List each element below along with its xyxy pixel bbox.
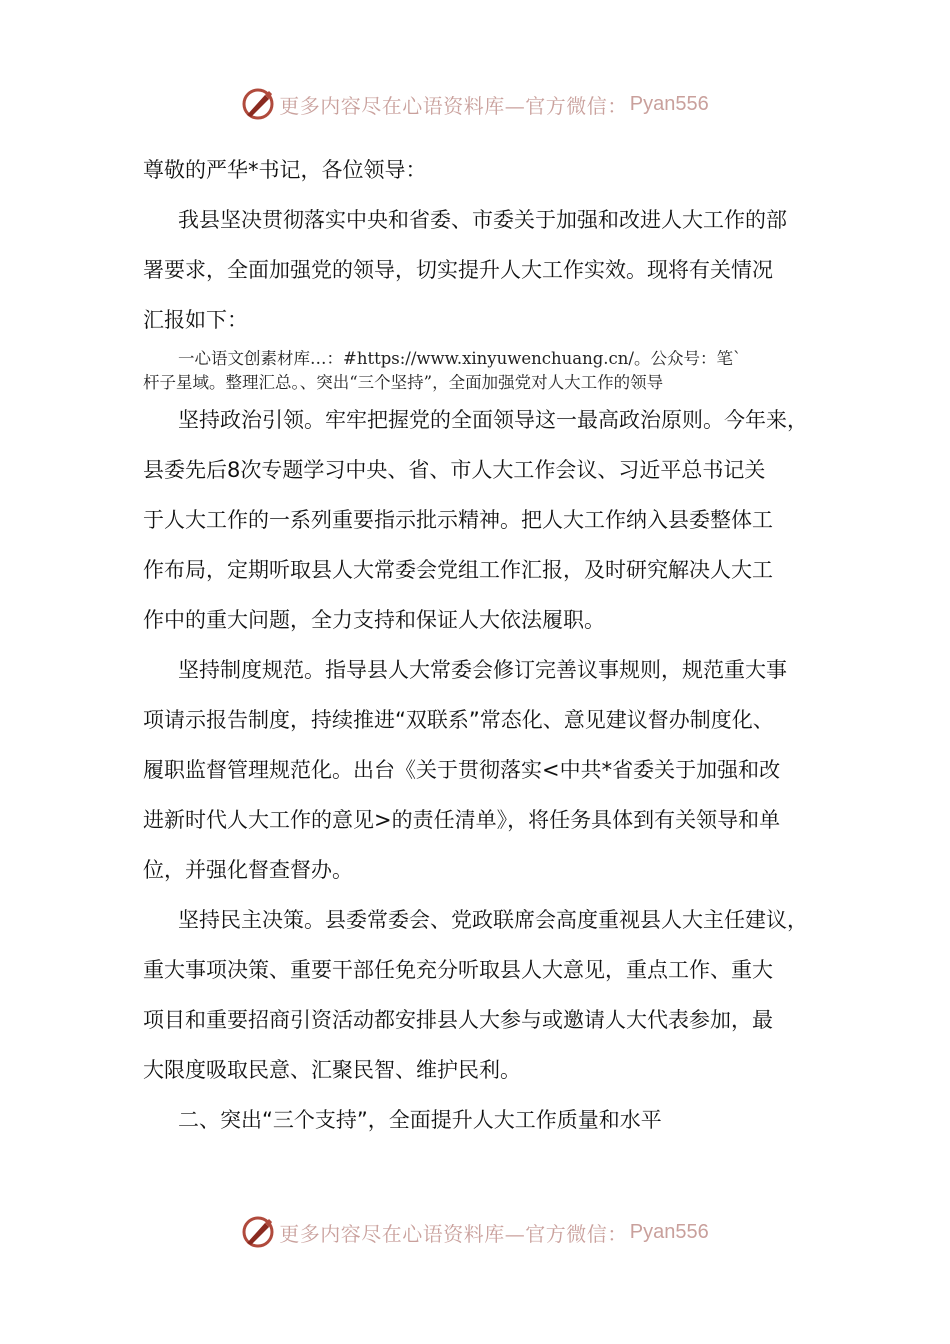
paragraph-line: 大限度吸取民意、汇聚民智、维护民利。	[143, 1058, 521, 1082]
footer-banner	[0, 1212, 950, 1252]
source-line: 一心语文创素材库…：#https://www.xinyuwenchuang.cn/。公众号：笔`	[178, 349, 742, 368]
banner-text: 更多内容尽在心语资料库—官方微信：	[279, 1221, 628, 1246]
paragraph-line: 坚持制度规范。指导县人大常委会修订完善议事规则，规范重大事	[178, 658, 787, 682]
paragraph-line: 于人大工作的一系列重要指示批示精神。把人大工作纳入县委整体工	[143, 508, 773, 532]
intro-line: 署要求，全面加强党的领导，切实提升人大工作实效。现将有关情况	[143, 258, 773, 282]
paragraph-line: 履职监督管理规范化。出台《关于贯彻落实<中共*省委关于加强和改	[143, 758, 781, 782]
intro-line: 汇报如下：	[143, 308, 248, 332]
banner-wechat-id: Pyan556	[629, 92, 709, 115]
paragraph-line: 作布局，定期听取县人大常委会党组工作汇报，及时研究解决人大工	[143, 558, 773, 582]
banner-wechat-id: Pyan556	[629, 1220, 709, 1243]
source-note	[143, 345, 823, 395]
paragraph-line: 作中的重大问题，全力支持和保证人大依法履职。	[143, 608, 605, 632]
paragraph-line: 进新时代人大工作的意见>的责任清单》，将任务具体到有关领导和单	[143, 808, 781, 832]
paragraph-line: 县委先后8次专题学习中央、省、市人大工作会议、习近平总书记关	[143, 458, 766, 482]
header-banner	[0, 84, 950, 124]
intro-line: 我县坚决贯彻落实中央和省委、市委关于加强和改进人大工作的部	[178, 208, 787, 232]
paragraph-line: 坚持政治引领。牢牢把握党的全面领导这一最高政治原则。今年来，	[178, 408, 808, 432]
paragraph-line: 项请示报告制度，持续推进“双联系”常态化、意见建议督办制度化、	[143, 708, 774, 732]
paragraph-line: 项目和重要招商引资活动都安排县人大参与或邀请人大代表参加，最	[143, 1008, 773, 1032]
paragraph-line: 重大事项决策、重要干部任免充分听取县人大意见，重点工作、重大	[143, 958, 773, 982]
section-heading: 二、突出“三个支持”，全面提升人大工作质量和水平	[178, 1108, 662, 1132]
pen-logo-icon	[241, 87, 275, 121]
salutation: 尊敬的严华*书记，各位领导：	[143, 158, 427, 182]
paragraph-line: 位，并强化督查督办。	[143, 858, 353, 882]
pen-logo-icon	[241, 1215, 275, 1249]
source-line: 杆子星域。整理汇总。、突出“三个坚持”，全面加强党对人大工作的领导	[143, 373, 664, 392]
paragraph-line: 坚持民主决策。县委常委会、党政联席会高度重视县人大主任建议，	[178, 908, 808, 932]
banner-text: 更多内容尽在心语资料库—官方微信：	[279, 93, 628, 118]
document-body	[143, 145, 823, 1145]
